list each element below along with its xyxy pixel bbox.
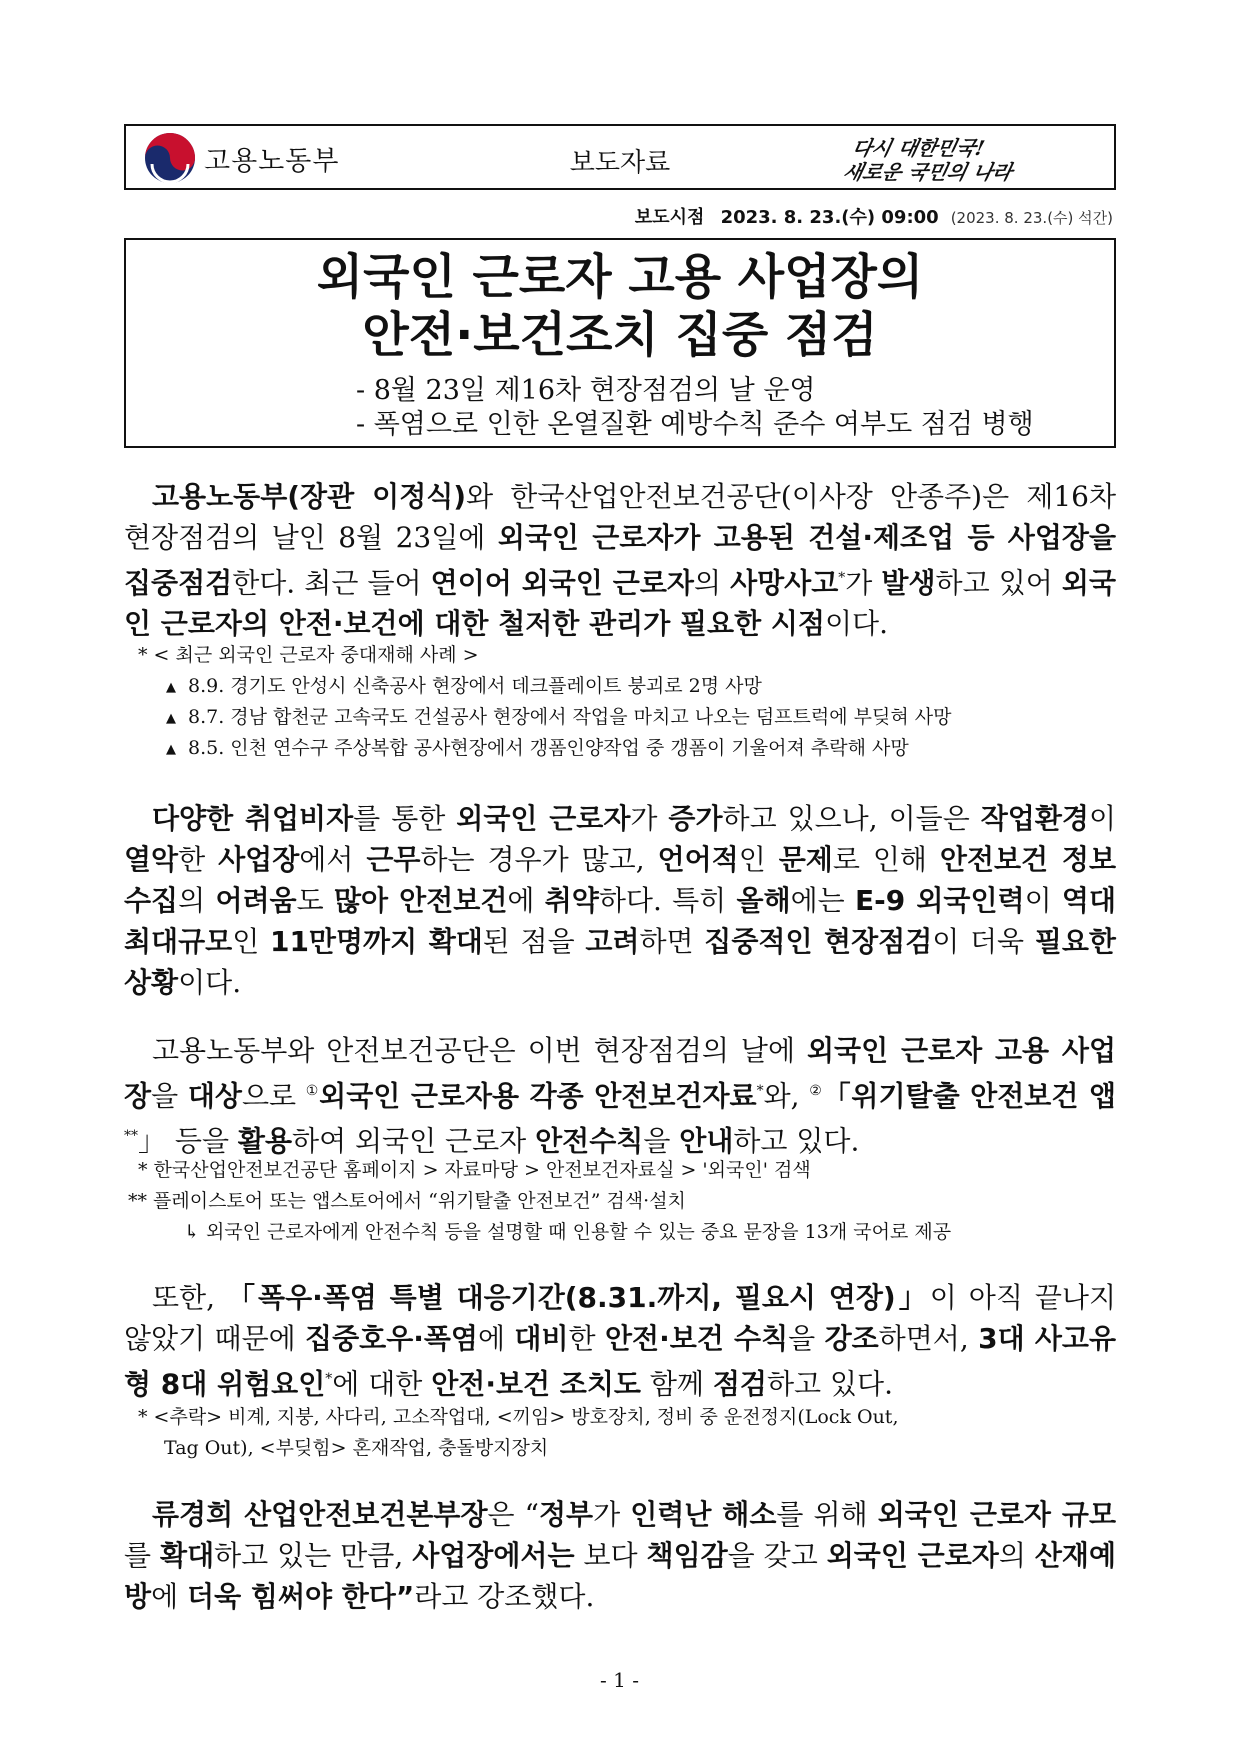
cases-heading: * < 최근 외국인 근로자 중대재해 사례 > bbox=[138, 644, 479, 666]
text-run: 하면 bbox=[639, 925, 705, 958]
note-risk-factors-2: Tag Out), <부딪힘> 혼재작업, 충돌방지장치 bbox=[164, 1437, 549, 1459]
header-box bbox=[124, 124, 1116, 190]
text-bold: 안전보건 정보 수집 bbox=[124, 843, 1116, 917]
title-box bbox=[124, 238, 1116, 448]
text-run: 에 bbox=[151, 1580, 188, 1613]
text-bold: 증가 bbox=[668, 802, 723, 835]
text-run: 인 bbox=[738, 843, 779, 876]
headline bbox=[126, 248, 1114, 364]
paragraph-1 bbox=[124, 476, 1116, 644]
text-bold: 점검 bbox=[712, 1367, 767, 1401]
text-bold: 어려움 bbox=[215, 884, 297, 917]
text-bold: 집중적인 현장점검 bbox=[704, 925, 933, 958]
text-run: 하면서, bbox=[878, 1322, 979, 1355]
text-run: 라고 강조했다. bbox=[414, 1580, 595, 1613]
subheadline-2: - 폭염으로 인한 온열질환 예방수칙 준수 여부도 점검 병행 bbox=[356, 409, 1034, 440]
text-bold: 외국인 근로자 bbox=[826, 1539, 999, 1572]
note-app: ** 플레이스토어 또는 앱스토어에서 “위기탈출 안전보건” 검색·설치 bbox=[128, 1190, 686, 1212]
text-run: 의 bbox=[998, 1539, 1035, 1572]
text-run: 한 bbox=[178, 843, 219, 876]
release-paper: (2023. 8. 23.(수) 석간) bbox=[950, 209, 1113, 227]
text-run: 하는 경우가 많고, bbox=[420, 843, 658, 876]
text-run: 의 bbox=[693, 566, 731, 600]
text-bold: 책임감 bbox=[646, 1539, 728, 1572]
text-run: 고용노동부와 안전보건공단은 이번 현장점검의 날에 bbox=[152, 1034, 807, 1067]
text-run: 가 bbox=[845, 566, 882, 600]
text-run: 이 더욱 bbox=[932, 925, 1035, 958]
text-bold: 안전수칙 bbox=[535, 1124, 644, 1158]
text-bold: 정부 bbox=[538, 1498, 594, 1531]
text-run: 와 한국산업안전보건공단(이사장 안종주)은 제16차 현장점검의 날인 8월 23일에 bbox=[124, 480, 1117, 554]
text-run: 하고 있어 bbox=[935, 566, 1062, 600]
text-bold: 대비 bbox=[514, 1322, 569, 1355]
text-run: 로 인해 bbox=[832, 843, 940, 876]
text-bold: 발생 bbox=[881, 566, 936, 600]
text-run: 은 “ bbox=[487, 1498, 539, 1531]
text-bold: 연이어 외국인 근로자 bbox=[430, 566, 694, 600]
text-bold: 열악 bbox=[124, 843, 179, 876]
text-bold: 외국인 근로자의 안전·보건에 대한 철저한 관리가 필요한 시점 bbox=[124, 566, 1116, 641]
headline-line1: 외국인 근로자 고용 사업장의 bbox=[316, 249, 924, 305]
text-bold: 11만명까지 확대 bbox=[269, 925, 483, 958]
text-run: 또한, bbox=[152, 1281, 227, 1314]
paragraph-2 bbox=[124, 798, 1116, 1003]
text-bold: 사망사고 bbox=[730, 566, 839, 600]
text-bold: 확대 bbox=[160, 1539, 215, 1572]
text-run: 에 대한 bbox=[332, 1367, 432, 1401]
headline-line2: 안전·보건조치 집중 점검 bbox=[362, 307, 878, 363]
case-item-1: ▲ 8.9. 경기도 안성시 신축공사 현장에서 데크플레이트 붕괴로 2명 사망 bbox=[166, 671, 762, 703]
release-label: 보도시점 bbox=[634, 207, 705, 228]
paragraph-5 bbox=[124, 1494, 1116, 1617]
footnote-mark: ① bbox=[305, 1083, 320, 1099]
text-run: 한다. 최근 들어 bbox=[232, 566, 431, 600]
text-bold: 사업장 bbox=[218, 843, 300, 876]
text-run: 에는 bbox=[790, 884, 856, 917]
text-run: 에서 bbox=[299, 843, 367, 876]
text-bold: 외국인 근로자 규모 bbox=[877, 1498, 1116, 1531]
text-bold: 많아 안전보건 bbox=[333, 884, 508, 917]
slogan-line1: 다시 대한민국! bbox=[850, 136, 987, 160]
text-run: 이다. bbox=[178, 966, 242, 999]
text-bold: 안내 bbox=[679, 1124, 734, 1158]
doc-type-label: 보도자료 bbox=[569, 148, 671, 178]
release-datetime: 2023. 8. 23.(수) 09:00 bbox=[720, 207, 939, 228]
text-run: 에 bbox=[477, 1322, 515, 1355]
text-bold: 올해 bbox=[736, 884, 791, 917]
text-run: 한 bbox=[568, 1322, 605, 1355]
text-run: 의 bbox=[178, 884, 216, 917]
footnote-mark: ② bbox=[809, 1083, 823, 1099]
text-bold: 인력난 해소 bbox=[630, 1498, 777, 1531]
text-run: 를 통한 bbox=[353, 802, 457, 835]
text-run: 을 bbox=[643, 1124, 680, 1158]
text-run: 이 bbox=[1088, 802, 1116, 835]
subheadlines bbox=[356, 374, 1034, 442]
text-run: 하고 있으나, 이들은 bbox=[722, 802, 981, 835]
text-bold: 활용 bbox=[237, 1124, 293, 1158]
text-run: 에 bbox=[507, 884, 545, 917]
triangle-bullet-icon: ▲ bbox=[166, 710, 176, 726]
text-run: 이 아직 끝나지 않았기 때문에 bbox=[124, 1281, 1117, 1355]
text-bold: 집중호우·폭염 bbox=[305, 1322, 478, 1355]
text-run: 도 bbox=[296, 884, 334, 917]
text-run: 보다 bbox=[574, 1539, 647, 1572]
triangle-bullet-icon: ▲ bbox=[166, 679, 176, 695]
text-bold: 대상 bbox=[187, 1079, 242, 1113]
text-run: 를 bbox=[124, 1539, 161, 1572]
note-risk-factors-1: * <추락> 비계, 지붕, 사다리, 고소작업대, <끼임> 방호장치, 정비 중 운전정지(Lock Out, bbox=[138, 1406, 899, 1428]
text-run: 을 bbox=[788, 1322, 825, 1355]
text-run: 」 등을 bbox=[138, 1124, 238, 1158]
text-run: 하다. 특히 bbox=[598, 884, 737, 917]
text-bold: 다양한 취업비자 bbox=[152, 802, 354, 835]
release-time bbox=[635, 203, 1113, 229]
text-bold: 근무 bbox=[366, 843, 421, 876]
text-run: 를 위해 bbox=[776, 1498, 878, 1531]
text-run: 함께 bbox=[640, 1367, 713, 1401]
text-bold: 언어적 bbox=[657, 843, 739, 876]
text-bold: E-9 외국인력 bbox=[855, 884, 1025, 917]
triangle-bullet-icon: ▲ bbox=[166, 741, 176, 757]
text-bold: 고려 bbox=[585, 925, 640, 958]
note-website: * 한국산업안전보건공단 홈페이지 > 자료마당 > 안전보건자료실 > '외국인' 검색 bbox=[138, 1159, 811, 1181]
text-bold: 외국인 근로자가 고용된 건설·제조업 등 사업장을 집중점검 bbox=[124, 521, 1116, 600]
text-run: 가 bbox=[630, 802, 669, 835]
text-bold: 안전·보건 조치도 bbox=[431, 1367, 641, 1401]
slogan-line2: 새로운 국민의 나라 bbox=[842, 160, 1015, 184]
text-bold: 류경희 산업안전보건본부장 bbox=[152, 1498, 488, 1531]
text-bold: 「폭우·폭염 특별 대응기간(8.31.까지, 필요시 연장)」 bbox=[226, 1281, 930, 1314]
text-bold: 외국인 근로자 bbox=[456, 802, 631, 835]
text-run: 하고 있는 만큼, bbox=[214, 1539, 413, 1572]
paragraph-3 bbox=[124, 1030, 1116, 1162]
text-run: 가 bbox=[593, 1498, 631, 1531]
paragraph-4 bbox=[124, 1277, 1116, 1404]
text-bold: 사업장에서는 bbox=[412, 1539, 575, 1572]
text-bold: 「위기탈출 안전보건 앱 bbox=[822, 1079, 1116, 1113]
text-bold: 취약 bbox=[544, 884, 599, 917]
text-bold: 강조 bbox=[824, 1322, 879, 1355]
text-bold: 안전·보건 수칙 bbox=[604, 1322, 789, 1355]
text-bold: 역대 최대규모 bbox=[124, 884, 1117, 958]
text-run: 된 점을 bbox=[482, 925, 586, 958]
text-bold: 산재예방 bbox=[124, 1539, 1117, 1613]
footnote-mark: ** bbox=[124, 1128, 138, 1145]
text-run: 인 bbox=[232, 925, 270, 958]
note-app-detail: ↳ 외국인 근로자에게 안전수칙 등을 설명할 때 인용할 수 있는 중요 문장을 13개 국어로 제공 bbox=[184, 1221, 952, 1243]
subheadline-1: - 8월 23일 제16차 현장점검의 날 운영 bbox=[356, 375, 816, 406]
case-item-3: ▲ 8.5. 인천 연수구 주상복합 공사현장에서 갱폼인양작업 중 갱폼이 기울어져 추락해 사망 bbox=[166, 733, 909, 765]
page-number: - 1 - bbox=[600, 1668, 639, 1692]
case-item-2: ▲ 8.7. 경남 합천군 고속국도 건설공사 현장에서 작업을 마치고 나오는 덤프트럭에 부딪혀 사망 bbox=[166, 702, 951, 734]
handwritten-slogan bbox=[842, 132, 1092, 186]
text-run: 으로 bbox=[241, 1079, 306, 1113]
text-bold: 더욱 힘써야 한다” bbox=[187, 1580, 415, 1613]
text-run: 와, bbox=[763, 1079, 810, 1113]
text-bold: 외국인 근로자 고용 사업장 bbox=[124, 1034, 1116, 1113]
text-run: 을 갖고 bbox=[727, 1539, 827, 1572]
footnote-mark: * bbox=[756, 1083, 764, 1099]
text-run: 하고 있다. bbox=[733, 1124, 860, 1158]
text-run: 하고 있다. bbox=[766, 1367, 893, 1401]
footnote-mark: * bbox=[838, 570, 846, 586]
text-run: 을 bbox=[151, 1079, 188, 1113]
text-bold: 고용노동부(장관 이정식) bbox=[152, 480, 467, 513]
text-run: 이다. bbox=[824, 607, 888, 641]
text-bold: 필요한 상황 bbox=[124, 925, 1116, 999]
ministry-name: 고용노동부 bbox=[204, 145, 340, 177]
text-bold: 3대 사고유형 8대 위험요인 bbox=[124, 1322, 1116, 1401]
text-run: 하여 외국인 근로자 bbox=[292, 1124, 536, 1158]
text-run: 이 bbox=[1024, 884, 1062, 917]
text-bold: 작업환경 bbox=[980, 802, 1089, 835]
text-bold: 문제 bbox=[778, 843, 833, 876]
text-bold: 외국인 근로자용 각종 안전보건자료 bbox=[319, 1079, 757, 1113]
footnote-mark: * bbox=[325, 1371, 333, 1387]
